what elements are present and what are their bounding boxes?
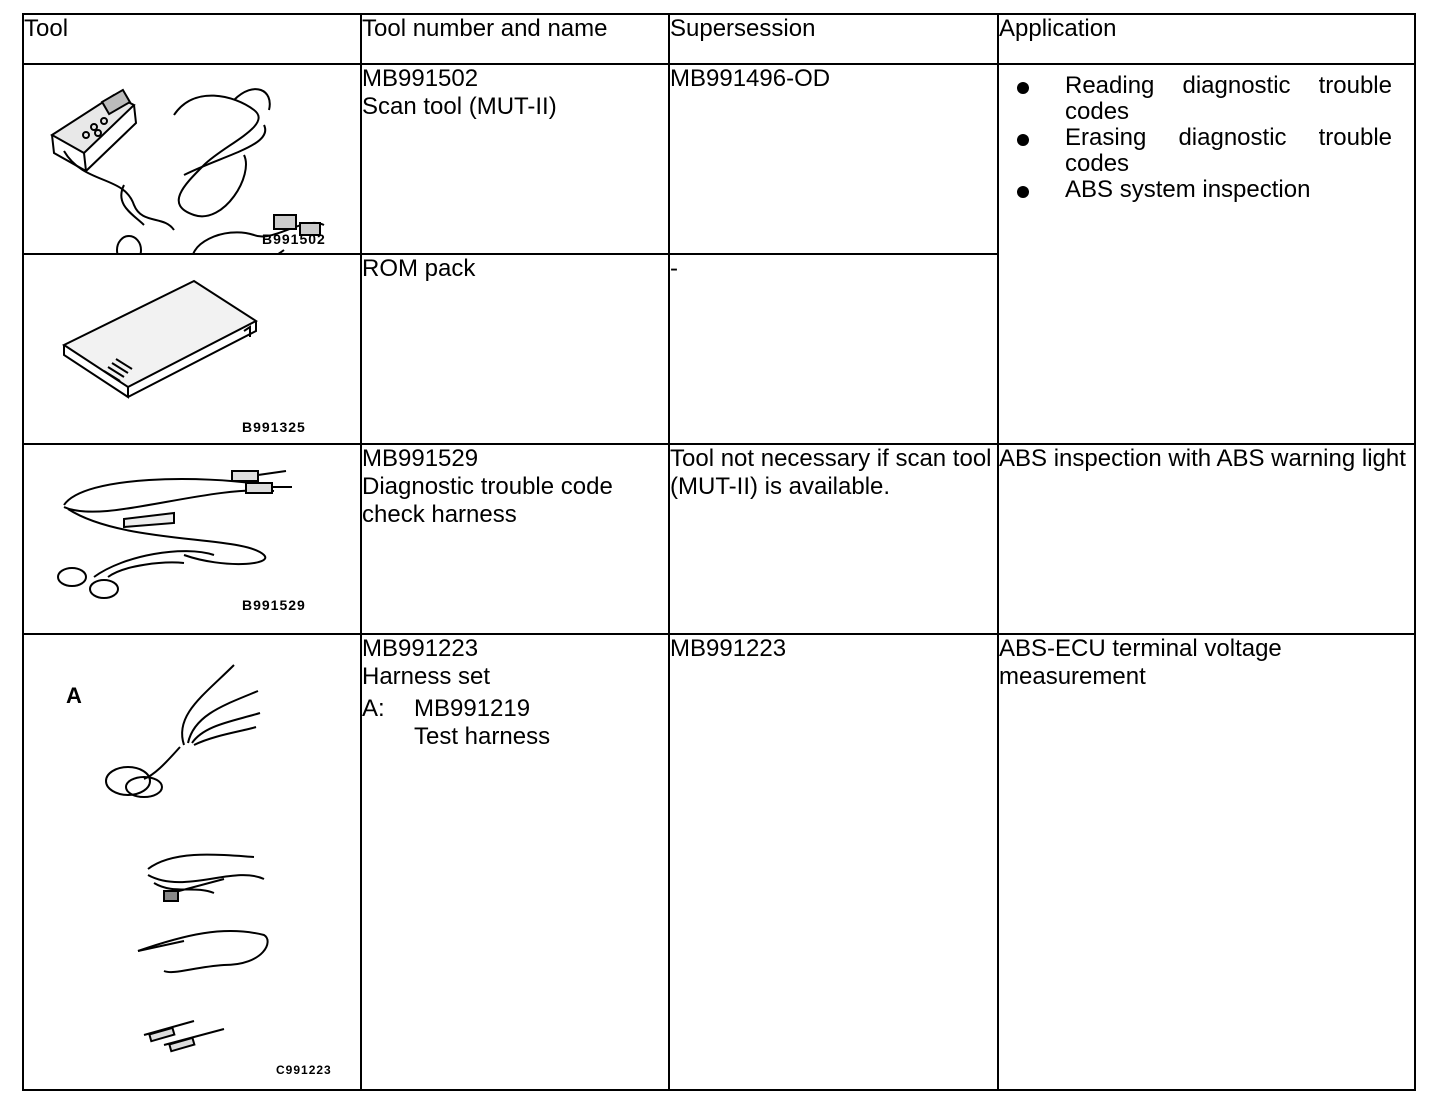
- application-item: ABS system inspection: [1013, 177, 1392, 203]
- rom-pack-illustration-icon: [24, 255, 360, 443]
- tool-number-cell: [361, 254, 669, 444]
- application-list: [999, 65, 1414, 203]
- tool-number-cell: [361, 634, 669, 1090]
- tool-figure-cell: [23, 444, 361, 634]
- harness-set-illustration-icon: [24, 635, 360, 1089]
- supersession-cell: MB991496-OD: [669, 64, 998, 254]
- supersession-cell: Tool not necessary if scan tool (MUT-II) is available.: [669, 444, 998, 634]
- sub-tool-key: A:: [362, 695, 385, 722]
- check-harness-illustration-icon: [24, 445, 360, 633]
- application-item: Reading diagnostic trouble codes: [1013, 73, 1392, 125]
- figure-label: B991529: [242, 597, 306, 613]
- figure-label: C991223: [276, 1063, 332, 1077]
- tool-number-cell: [361, 64, 669, 254]
- table-header-row: [23, 14, 1415, 64]
- sub-tool: [362, 695, 668, 751]
- sub-tool-detail: [414, 695, 550, 751]
- tool-number: MB991529: [362, 445, 479, 472]
- tool-figure-cell: [23, 254, 361, 444]
- table-row: [23, 634, 1415, 1090]
- header-tool-number: Tool number and name: [361, 14, 669, 64]
- figure-label: B991325: [242, 419, 306, 435]
- application-cell: ABS inspection with ABS warning light: [998, 444, 1415, 634]
- tool-name: Harness set: [362, 663, 491, 690]
- table-row: [23, 444, 1415, 634]
- table-row: [23, 64, 1415, 254]
- supersession-cell: MB991223: [669, 634, 998, 1090]
- special-tools-table: [22, 13, 1416, 1091]
- scan-tool-illustration-icon: [24, 65, 360, 253]
- sub-tool-number: MB991219: [414, 695, 531, 722]
- header-tool: Tool: [23, 14, 361, 64]
- figure-letter: A: [66, 683, 82, 708]
- supersession-cell: -: [669, 254, 998, 444]
- application-item: Erasing diagnostic trouble codes: [1013, 125, 1392, 177]
- figure-label: B991502: [262, 231, 326, 247]
- tool-figure-cell: [23, 634, 361, 1090]
- tool-name: Diagnostic trouble code check harness: [362, 473, 613, 528]
- application-cell: ABS-ECU terminal voltage measurement: [998, 634, 1415, 1090]
- application-cell: [998, 64, 1415, 444]
- tool-number: MB991502: [362, 65, 479, 92]
- header-supersession: Supersession: [669, 14, 998, 64]
- header-application: Application: [998, 14, 1415, 64]
- tool-number-cell: [361, 444, 669, 634]
- tool-figure-cell: [23, 64, 361, 254]
- sub-tool-name: Test harness: [414, 723, 551, 750]
- tool-name: Scan tool (MUT-II): [362, 93, 557, 120]
- tool-number: MB991223: [362, 635, 479, 662]
- tool-name: ROM pack: [362, 255, 476, 282]
